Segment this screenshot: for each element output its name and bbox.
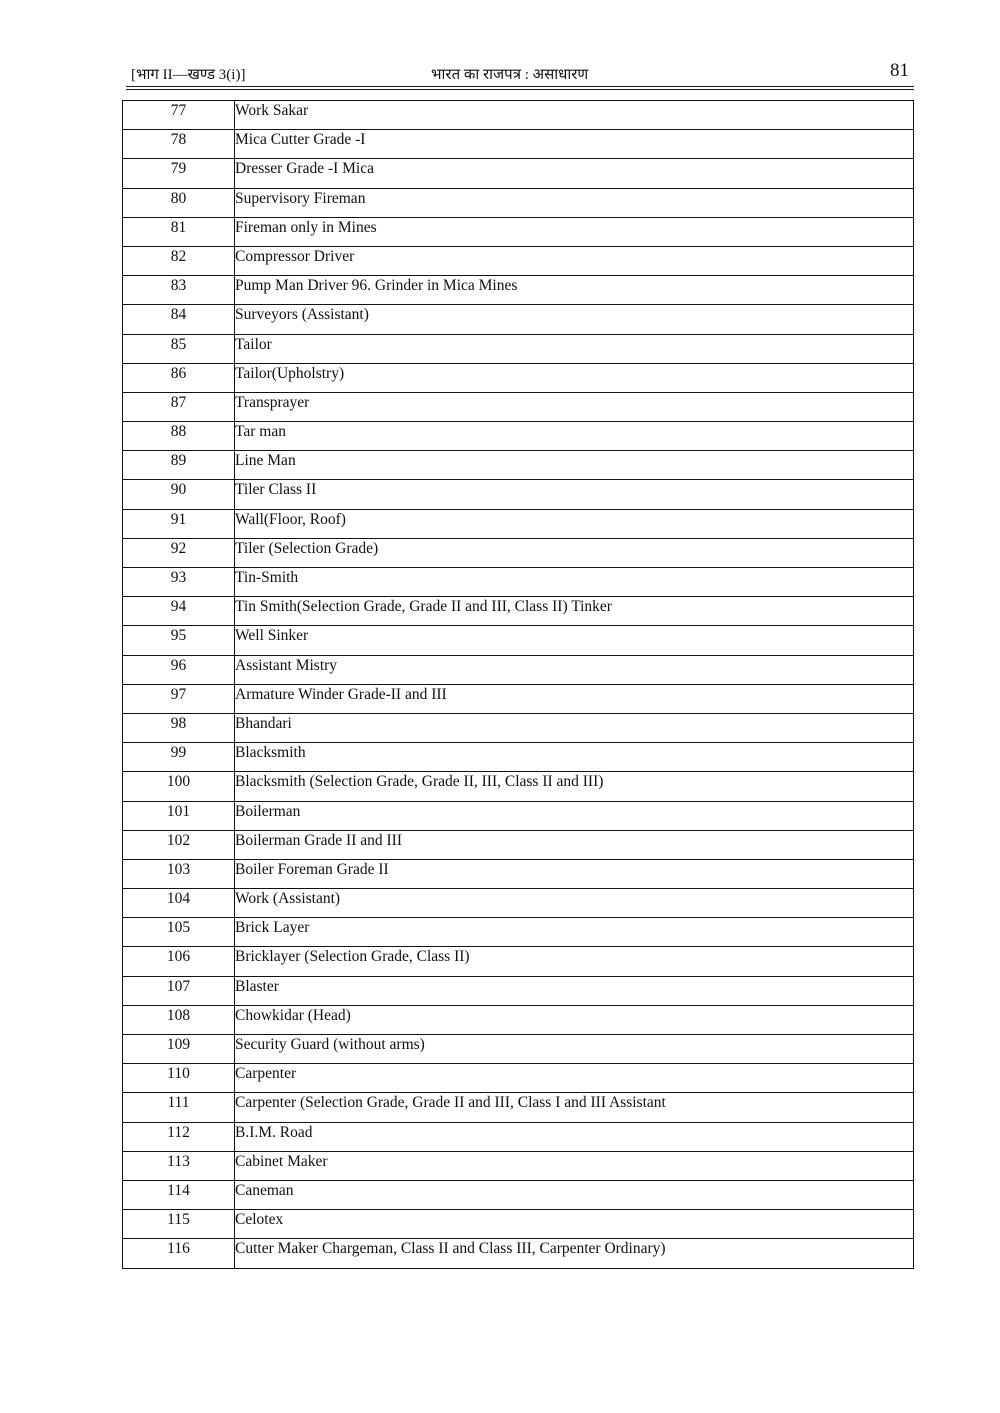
row-number: 77: [123, 101, 235, 130]
table-row: [123, 480, 914, 509]
row-number: 116: [123, 1239, 235, 1268]
table-row: [123, 947, 914, 976]
header-rule-bottom: [126, 89, 914, 90]
table-row: [123, 830, 914, 859]
table-row: [123, 743, 914, 772]
occupation-title: Cutter Maker Chargeman, Class II and Class III, Carpenter Ordinary): [235, 1239, 914, 1268]
table-row: [123, 334, 914, 363]
occupation-title: Armature Winder Grade-II and III: [235, 684, 914, 713]
table-row: [123, 655, 914, 684]
occupation-title: Cabinet Maker: [235, 1151, 914, 1180]
row-number: 106: [123, 947, 235, 976]
occupation-title: Bhandari: [235, 713, 914, 742]
row-number: 109: [123, 1035, 235, 1064]
occupation-title: Brick Layer: [235, 918, 914, 947]
row-number: 94: [123, 597, 235, 626]
row-number: 115: [123, 1210, 235, 1239]
occupation-title: Well Sinker: [235, 626, 914, 655]
table-row: [123, 889, 914, 918]
occupation-title: Work (Assistant): [235, 889, 914, 918]
row-number: 104: [123, 889, 235, 918]
occupation-title: Tar man: [235, 422, 914, 451]
row-number: 78: [123, 130, 235, 159]
table-row: [123, 772, 914, 801]
table-row: [123, 976, 914, 1005]
row-number: 88: [123, 422, 235, 451]
row-number: 90: [123, 480, 235, 509]
table-row: [123, 597, 914, 626]
row-number: 82: [123, 246, 235, 275]
row-number: 81: [123, 217, 235, 246]
table-row: [123, 538, 914, 567]
occupation-title: Transprayer: [235, 392, 914, 421]
table-row: [123, 305, 914, 334]
row-number: 97: [123, 684, 235, 713]
row-number: 99: [123, 743, 235, 772]
occupation-title: Tiler Class II: [235, 480, 914, 509]
table-row: [123, 1151, 914, 1180]
page-number: 81: [890, 60, 909, 81]
occupation-title: Tin Smith(Selection Grade, Grade II and III, Class II) Tinker: [235, 597, 914, 626]
occupation-title: Fireman only in Mines: [235, 217, 914, 246]
occupation-title: Carpenter (Selection Grade, Grade II and III, Class I and III Assistant: [235, 1093, 914, 1122]
row-number: 95: [123, 626, 235, 655]
row-number: 85: [123, 334, 235, 363]
occupation-table: [122, 100, 914, 1269]
row-number: 114: [123, 1180, 235, 1209]
row-number: 84: [123, 305, 235, 334]
occupation-title: Tailor(Upholstry): [235, 363, 914, 392]
occupation-title: Boiler Foreman Grade II: [235, 859, 914, 888]
header-rule-top: [126, 86, 914, 87]
table-row: [123, 101, 914, 130]
row-number: 87: [123, 392, 235, 421]
row-number: 113: [123, 1151, 235, 1180]
row-number: 103: [123, 859, 235, 888]
occupation-title: Tailor: [235, 334, 914, 363]
row-number: 100: [123, 772, 235, 801]
table-row: [123, 363, 914, 392]
table-row: [123, 859, 914, 888]
table-row: [123, 392, 914, 421]
table-row: [123, 1239, 914, 1268]
occupation-title: Dresser Grade -I Mica: [235, 159, 914, 188]
occupation-title: Surveyors (Assistant): [235, 305, 914, 334]
occupation-title: Boilerman: [235, 801, 914, 830]
row-number: 93: [123, 568, 235, 597]
gazette-title: भारत का राजपत्र : असाधारण: [431, 67, 589, 83]
occupation-title: Boilerman Grade II and III: [235, 830, 914, 859]
occupation-title: Bricklayer (Selection Grade, Class II): [235, 947, 914, 976]
table-row: [123, 684, 914, 713]
table-row: [123, 918, 914, 947]
table-row: [123, 1035, 914, 1064]
table-body: [123, 101, 914, 1269]
occupation-title: B.I.M. Road: [235, 1122, 914, 1151]
page-header: [131, 60, 911, 86]
table-row: [123, 509, 914, 538]
row-number: 96: [123, 655, 235, 684]
row-number: 86: [123, 363, 235, 392]
occupation-title: Compressor Driver: [235, 246, 914, 275]
table-row: [123, 451, 914, 480]
occupation-title: Carpenter: [235, 1064, 914, 1093]
occupation-title: Pump Man Driver 96. Grinder in Mica Mines: [235, 276, 914, 305]
occupation-title: Work Sakar: [235, 101, 914, 130]
table-row: [123, 1122, 914, 1151]
table-row: [123, 246, 914, 275]
table-row: [123, 217, 914, 246]
table-row: [123, 1064, 914, 1093]
table-row: [123, 188, 914, 217]
row-number: 108: [123, 1005, 235, 1034]
row-number: 89: [123, 451, 235, 480]
occupation-title: Supervisory Fireman: [235, 188, 914, 217]
occupation-title: Mica Cutter Grade -I: [235, 130, 914, 159]
occupation-title: Wall(Floor, Roof): [235, 509, 914, 538]
table-row: [123, 713, 914, 742]
table-row: [123, 130, 914, 159]
row-number: 98: [123, 713, 235, 742]
table-row: [123, 276, 914, 305]
table-row: [123, 801, 914, 830]
table-row: [123, 422, 914, 451]
row-number: 80: [123, 188, 235, 217]
occupation-title: Blaster: [235, 976, 914, 1005]
occupation-title: Assistant Mistry: [235, 655, 914, 684]
row-number: 83: [123, 276, 235, 305]
occupation-title: Tin-Smith: [235, 568, 914, 597]
table-row: [123, 626, 914, 655]
row-number: 112: [123, 1122, 235, 1151]
occupation-title: Security Guard (without arms): [235, 1035, 914, 1064]
row-number: 92: [123, 538, 235, 567]
row-number: 91: [123, 509, 235, 538]
row-number: 111: [123, 1093, 235, 1122]
row-number: 105: [123, 918, 235, 947]
occupation-title: Celotex: [235, 1210, 914, 1239]
occupation-title: Blacksmith: [235, 743, 914, 772]
occupation-title: Chowkidar (Head): [235, 1005, 914, 1034]
table-row: [123, 1180, 914, 1209]
occupation-title: Caneman: [235, 1180, 914, 1209]
row-number: 79: [123, 159, 235, 188]
occupation-title: Line Man: [235, 451, 914, 480]
occupation-title: Blacksmith (Selection Grade, Grade II, III, Class II and III): [235, 772, 914, 801]
row-number: 101: [123, 801, 235, 830]
table-row: [123, 1093, 914, 1122]
row-number: 102: [123, 830, 235, 859]
section-label: [भाग II—खण्ड 3(i)]: [131, 67, 246, 83]
table-row: [123, 1005, 914, 1034]
row-number: 107: [123, 976, 235, 1005]
row-number: 110: [123, 1064, 235, 1093]
occupation-title: Tiler (Selection Grade): [235, 538, 914, 567]
table-row: [123, 159, 914, 188]
table-row: [123, 568, 914, 597]
table-row: [123, 1210, 914, 1239]
